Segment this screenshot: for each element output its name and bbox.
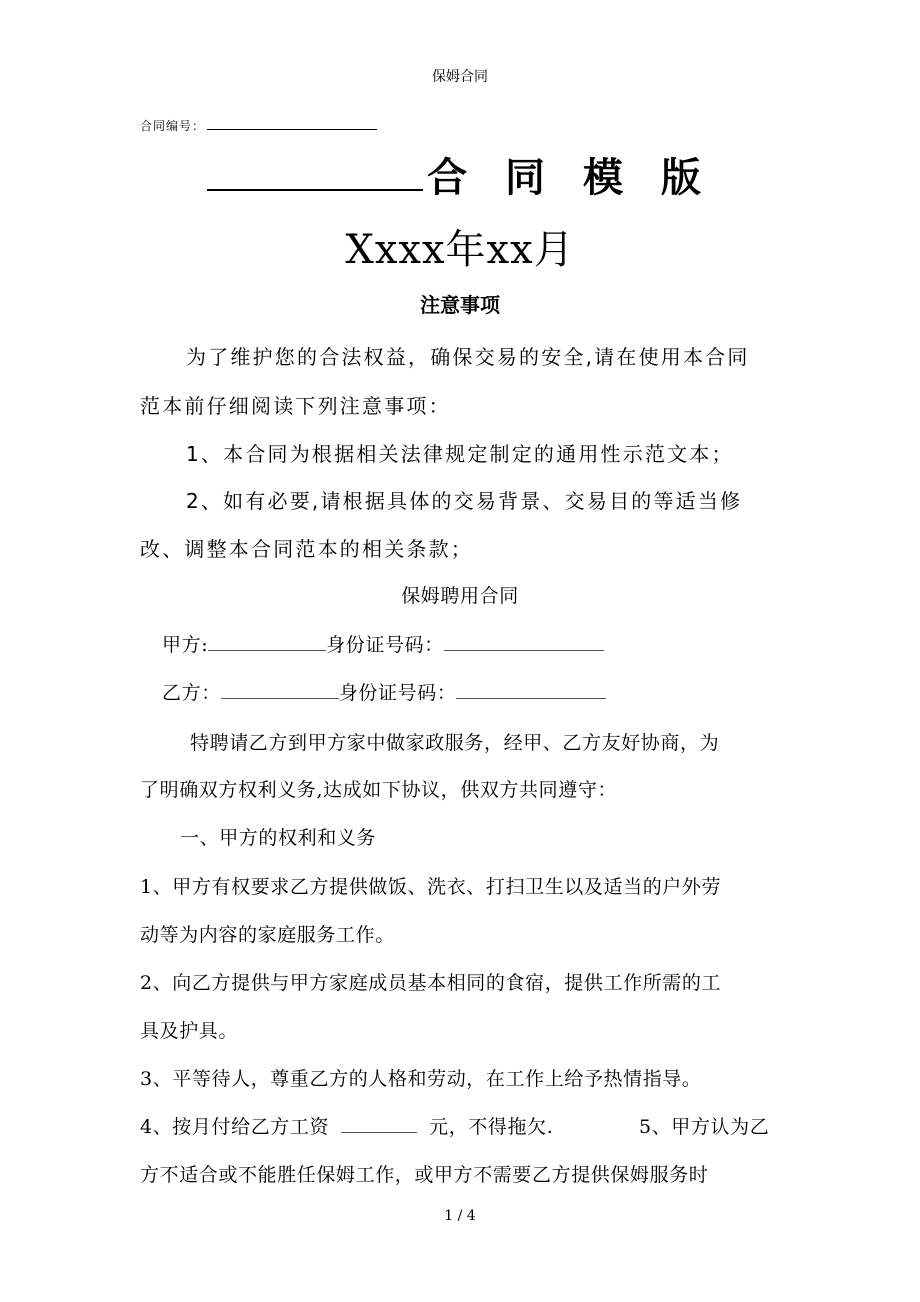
salary-blank xyxy=(341,1116,417,1133)
contract-number-label: 合同编号： xyxy=(140,119,206,133)
notice-intro-line2: 范本前仔细阅读下列注意事项： xyxy=(140,394,451,418)
clause-3: 3、平等待人，尊重乙方的人格和劳动，在工作上给予热情指导。 xyxy=(140,1068,702,1090)
clause-2-line2: 具及护具。 xyxy=(140,1020,239,1042)
date-line: Xxxx年xx月 xyxy=(345,227,575,273)
title-blank xyxy=(207,151,423,191)
party-b-label: 乙方： xyxy=(162,682,221,704)
document-title xyxy=(0,146,920,203)
clause-2-line1: 2、向乙方提供与甲方家庭成员基本相同的食宿，提供工作所需的工 xyxy=(140,972,722,994)
party-a-id-blank xyxy=(444,634,604,651)
contract-intro-line2: 了明确双方权利义务,达成如下协议，供双方共同遵守： xyxy=(140,779,618,801)
contract-number-line xyxy=(140,116,377,134)
clause-4-suffix: 元，不得拖欠. xyxy=(429,1116,554,1138)
party-a-name-blank xyxy=(208,634,326,651)
notice-heading: 注意事项 xyxy=(420,293,500,317)
party-b-id-label: 身份证号码： xyxy=(338,682,457,704)
running-header: 保姆合同 xyxy=(432,69,488,85)
page-number: 1 / 4 xyxy=(444,1208,476,1224)
party-b-line xyxy=(162,678,606,705)
party-a-label: 甲方: xyxy=(162,634,209,656)
title-text: 合 同 模 版 xyxy=(427,154,713,201)
contract-title: 保姆聘用合同 xyxy=(401,585,519,607)
contract-number-blank xyxy=(207,116,377,130)
clause-1-line1: 1、甲方有权要求乙方提供做饭、洗衣、打扫卫生以及适当的户外劳 xyxy=(140,876,722,898)
notice-intro-line1: 为了维护您的合法权益，确保交易的安全,请在使用本合同 xyxy=(186,345,750,369)
party-a-line xyxy=(162,630,604,657)
notice-item-2-line2: 改、调整本合同范本的相关条款； xyxy=(140,537,473,561)
party-a-id-label: 身份证号码： xyxy=(326,634,444,656)
clause-5-line2: 方不适合或不能胜任保姆工作，或甲方不需要乙方提供保姆服务时 xyxy=(140,1164,709,1186)
clause-1-line2: 动等为内容的家庭服务工作。 xyxy=(140,924,395,946)
notice-item-1: 1、本合同为根据相关法律规定制定的通用性示范文本； xyxy=(186,442,734,466)
contract-intro-line1: 特聘请乙方到甲方家中做家政服务，经甲、乙方友好协商，为 xyxy=(190,732,720,754)
notice-item-2-line1: 2、如有必要,请根据具体的交易背景、交易目的等适当修 xyxy=(186,489,743,513)
party-b-id-blank xyxy=(456,682,606,699)
clause-4-prefix: 4、按月付给乙方工资 xyxy=(140,1116,330,1138)
party-b-name-blank xyxy=(221,682,339,699)
clause-5-start: 5、甲方认为乙 xyxy=(639,1116,770,1138)
section-1-heading: 一、甲方的权利和义务 xyxy=(180,827,377,849)
clause-4-line xyxy=(140,1112,553,1139)
